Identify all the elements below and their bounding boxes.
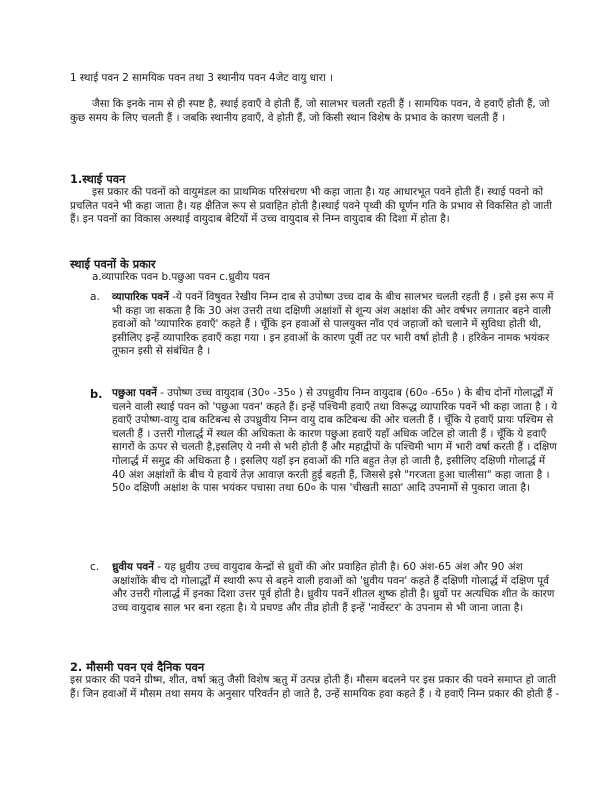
list-item-body bbox=[112, 387, 560, 496]
intro-paragraph: जैसा कि इनके नाम से ही स्पष्ट है, स्थाई हवाएँ वे होती हैं, जो सालभर चलती रहती हैं । सामयिक पवन, वे हवाएँ होती हैं, जो कुछ समय के लिए चलती हैं । जबकि स्थानीय हवाएँ, वे होती हैं, जो किसी स्थान विशेष के प्रभाव के कारण चलती हैं । bbox=[70, 98, 550, 124]
list-marker: a. bbox=[90, 291, 100, 303]
intro-line: 1 स्थाई पवन 2 सामयिक पवन तथा 3 स्थानीय पवन 4जेट वायु धारा । bbox=[70, 72, 333, 84]
section1-heading: 1.स्थाई पवन bbox=[70, 172, 126, 186]
list-marker: c. bbox=[90, 561, 100, 573]
list-marker: b. bbox=[90, 387, 103, 401]
list-item-body bbox=[112, 291, 560, 359]
list-item-text: - यह ध्रुवीय उच्च वायुदाब केन्द्रों से ध्रुवों की ओर प्रवाहित होती है। 60 अंश-65 अंश और 90 अंश अक्षांशोंके बीच दो गोलार्द्धों में स्थायी रूप से बहने वाली हवाओं को 'ध्रुवीय पवन' कहते हैं दक्षिणी गोलार्द्ध में दक्षिण पूर्व और उत्तरी गोलार्द्ध में इनका दिशा उत्तर पूर्व होती है। ध्रुवीय पवनें शीतल शुष्क होती है। ध्रुवों पर अत्यधिक शीत के कारण उच्च वायुदाब साल भर बना रहता है। ये प्रचण्ड और तीव्र होती हैं इन्हें 'नार्वेस्टर' के उपनाम से भी जाना जाता है। bbox=[112, 561, 555, 614]
list-item-title: पछुआ पवनें bbox=[112, 387, 157, 399]
list-item-text: -ये पवनें विषुवत रेखीय निम्न दाब से उपोष्ण उच्च दाब के बीच सालभर चलती रहती हैं । इसे इस रूप में भी कहा जा सकता है कि 30 अंश उत्तरी तथा दक्षिणी अक्षांशों से शून्य अंश अक्षांश की ओर वर्षभर लगातार बहने वाली हवाओं को 'व्यापारिक हवाएँ' कहते हैं । चूँकि इन हवाओं से पालयुक्त नाँव एवं जहाजों को चलाने में सुविधा होती थी, इसीलिए इन्हें व्यापारिक हवाएँ कहा गया । इन हवाओं के कारण पूर्वी तट पर भारी वर्षा होती है । हरिकेन नामक भयंकर तूफान इसी से संबंधित है । bbox=[112, 291, 554, 358]
section2-paragraph: इस प्रकार की पवने ग्रीष्म, शीत, वर्षा ऋतु जैसी विशेष ऋतु में उत्पन्न होती हैं। मौसम बदलने पर इस प्रकार की पवने समाप्त हो जाती हैं। जिन हवाओं में मौसम तथा समय के अनुसार परिवर्तन हो जाते है, उन्हें सामयिक हवा कहते हैं । ये हवाएँ निम्न प्रकार की होती हैं - bbox=[70, 674, 560, 700]
list-item-body bbox=[112, 561, 560, 615]
list-item-title: व्यापारिक पवनें bbox=[112, 291, 169, 303]
section1-paragraph: इस प्रकार की पवनों को वायुमंडल का प्राथमिक परिसंचरण भी कहा जाता है। यह आधारभूत पवने होती हैं। स्थाई पवनो को प्रचलित पवने भी कहा जाता है। यह क्षैतिज रूप से प्रवाहित होती है।स्थाई पवने पृथ्वी की घूर्णन गति के प्रभाव से विकसित हो जाती हैं। इन पवनों का विकास अस्थाई वायुदाब बेटियों में उच्च वायुदाब से निम्न वायुदाब की दिशा में होता है। bbox=[70, 186, 552, 226]
section2-heading: 2. मौसमी पवन एवं दैनिक पवन bbox=[70, 660, 205, 674]
list-item-title: ध्रुवीय पवनें bbox=[112, 561, 154, 573]
types-heading: स्थाई पवनों के प्रकार bbox=[70, 257, 156, 271]
list-item-text: - उपोष्ण उच्च वायुदाब (30० -35० ) से उपध्रुवीय निम्न वायुदाब (60० -65० ) के बीच दोनों गोलार्द्धों में चलने वाली स्थाई पवन को 'पछुआ पवन' कहते हैं। इन्हें पश्चिमी हवाएँ तथा विरूद्ध व्यापारिक पवनें भी कहा जाता है । ये हवाएँ उपोष्ण-वायु दाब कटिबन्ध से उपध्रुवीय निम्न वायु दाब कटिबन्ध की ओर चलती हैं । चूँकि ये हवाएँ प्रायः पश्चिम से चलती हैं । उत्तरी गोलार्द्ध में स्थल की अधिकता के कारण पछुआ हवाएँ यहाँ अधिक जटिल हो जाती हैं । चूँकि ये हवाएँ सागरों के ऊपर से चलती है,इसलिए ये नमी से भरी होती हैं और महाद्वीपों के पश्चिमी भाग में भारी वर्षा करती हैं । दक्षिण गोलार्द्ध में समुद्र की अधिकता है । इसलिए यहाँ इन हवाओं की गति बहुत तेज़ हो जाती है, इसीलिए दक्षिणी गोलार्द्ध में 40 अंश अक्षांशों के बीच ये हवायें तेज़ आवाज़ करती हुई बहती हैं, जिससे इसे "गरजता हुआ चालीसा" कहा जाता है ।50० दक्षिणी अक्षांश के पास भयंकर पचासा तथा 60० के पास 'चीखती साठा' आदि उपनामों से पुकारा जाता है। bbox=[112, 387, 558, 495]
types-list: a.व्यापारिक पवन b.पछुआ पवन c.ध्रुवीय पवन bbox=[92, 271, 270, 283]
